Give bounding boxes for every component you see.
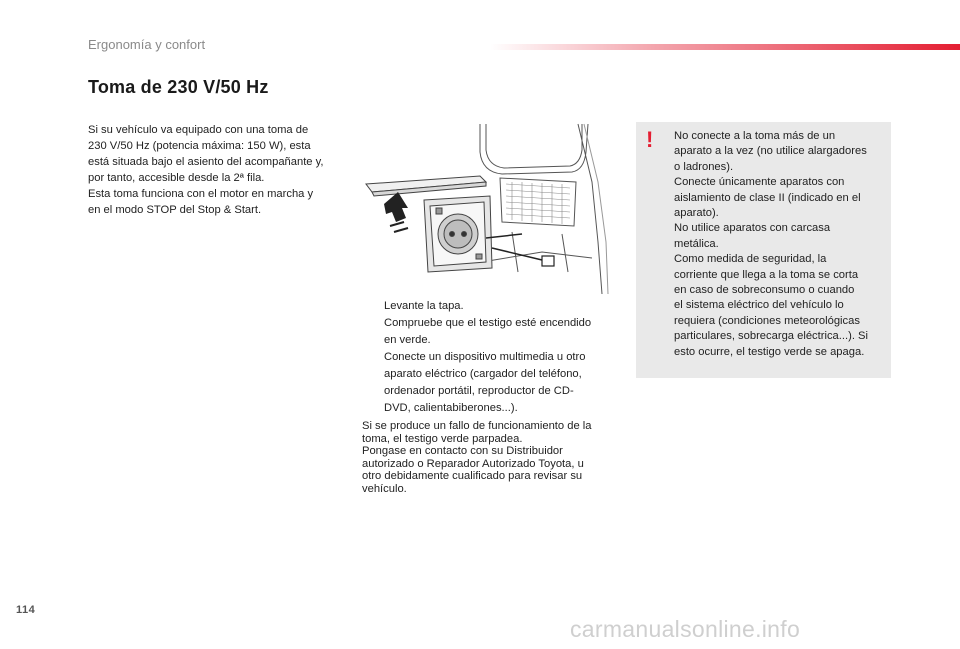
warning-line: esto ocurre, el testigo verde se apaga. [674, 345, 865, 358]
warning-line: requiera (condiciones meteorológicas [674, 314, 860, 327]
warning-line: corriente que llega a la toma se corta [674, 268, 859, 281]
warning-line: aparato). [674, 207, 719, 220]
step-line: Compruebe que el testigo esté encendido [384, 317, 592, 329]
warning-line: el sistema eléctrico del vehículo lo [674, 299, 844, 312]
fault-line: Pongase en contacto con su Distribuidor [362, 445, 563, 458]
intro-line: Si su vehículo va equipado con una toma de [88, 124, 309, 136]
fault-line: Si se produce un fallo de funcionamiento de la [362, 420, 592, 432]
seat-mesh [506, 182, 570, 224]
warning-line: No conecte a la toma más de un [674, 130, 836, 142]
step-line: Levante la tapa. [384, 300, 464, 312]
warning-text [674, 129, 884, 360]
step-item [362, 298, 618, 315]
intro-line: por tanto, accesible desde la 2ª fila. [88, 172, 265, 184]
seat-frame [480, 124, 608, 294]
intro-line: 230 V/50 Hz (potencia máxima: 150 W), esta [88, 140, 311, 152]
lift-arrow-icon [384, 192, 408, 232]
warning-line: particulares, sobrecarga eléctrica...). Si [674, 330, 868, 343]
page-title: Toma de 230 V/50 Hz [88, 77, 269, 97]
intro-line: Esta toma funciona con el motor en marcha y [88, 188, 314, 200]
step-line: Conecte un dispositivo multimedia u otro [384, 351, 586, 363]
intro-line: en el modo STOP del Stop & Start. [88, 204, 262, 216]
warning-line: en caso de sobreconsumo o cuando [674, 284, 855, 297]
warning-line: No utilice aparatos con carcasa [674, 222, 831, 235]
step-item [362, 349, 618, 417]
warning-line: Como medida de seguridad, la [674, 253, 827, 266]
socket-lid [366, 176, 486, 196]
header-accent-bar [490, 44, 960, 50]
steps-list [362, 298, 618, 417]
step-line: en verde. [384, 334, 431, 346]
section-label: Ergonomía y confort [88, 37, 206, 52]
fault-paragraph [362, 420, 618, 496]
fault-line: vehículo. [362, 482, 407, 495]
step-line: ordenador portátil, reproductor de CD- [384, 385, 574, 397]
socket-illustration [362, 122, 612, 294]
warning-line: Conecte únicamente aparatos con [674, 176, 845, 189]
step-line: aparato eléctrico (cargador del teléfono, [384, 368, 582, 380]
watermark: carmanualsonline.info [570, 616, 801, 642]
indicator-box [542, 256, 554, 266]
step-line: DVD, calientabiberones...). [384, 402, 518, 414]
step-item [362, 315, 618, 349]
intro-line: está situada bajo el asiento del acompañante y, [88, 156, 324, 168]
warning-line: o ladrones). [674, 160, 734, 173]
socket-plate [424, 196, 492, 272]
fault-line: toma, el testigo verde parpadea. [362, 432, 523, 445]
warning-line: aparato a la vez (no utilice alargadores [674, 145, 867, 158]
page-number: 114 [16, 604, 36, 616]
warning-icon: ! [646, 127, 654, 152]
warning-line: metálica. [674, 237, 719, 250]
warning-box [636, 122, 891, 378]
warning-line: aislamiento de clase II (indicado en el [674, 191, 861, 204]
intro-paragraph [88, 122, 350, 218]
fault-line: otro debidamente cualificado para revisar su [362, 470, 583, 483]
fault-line: autorizado o Reparador Autorizado Toyota, u [362, 457, 584, 470]
